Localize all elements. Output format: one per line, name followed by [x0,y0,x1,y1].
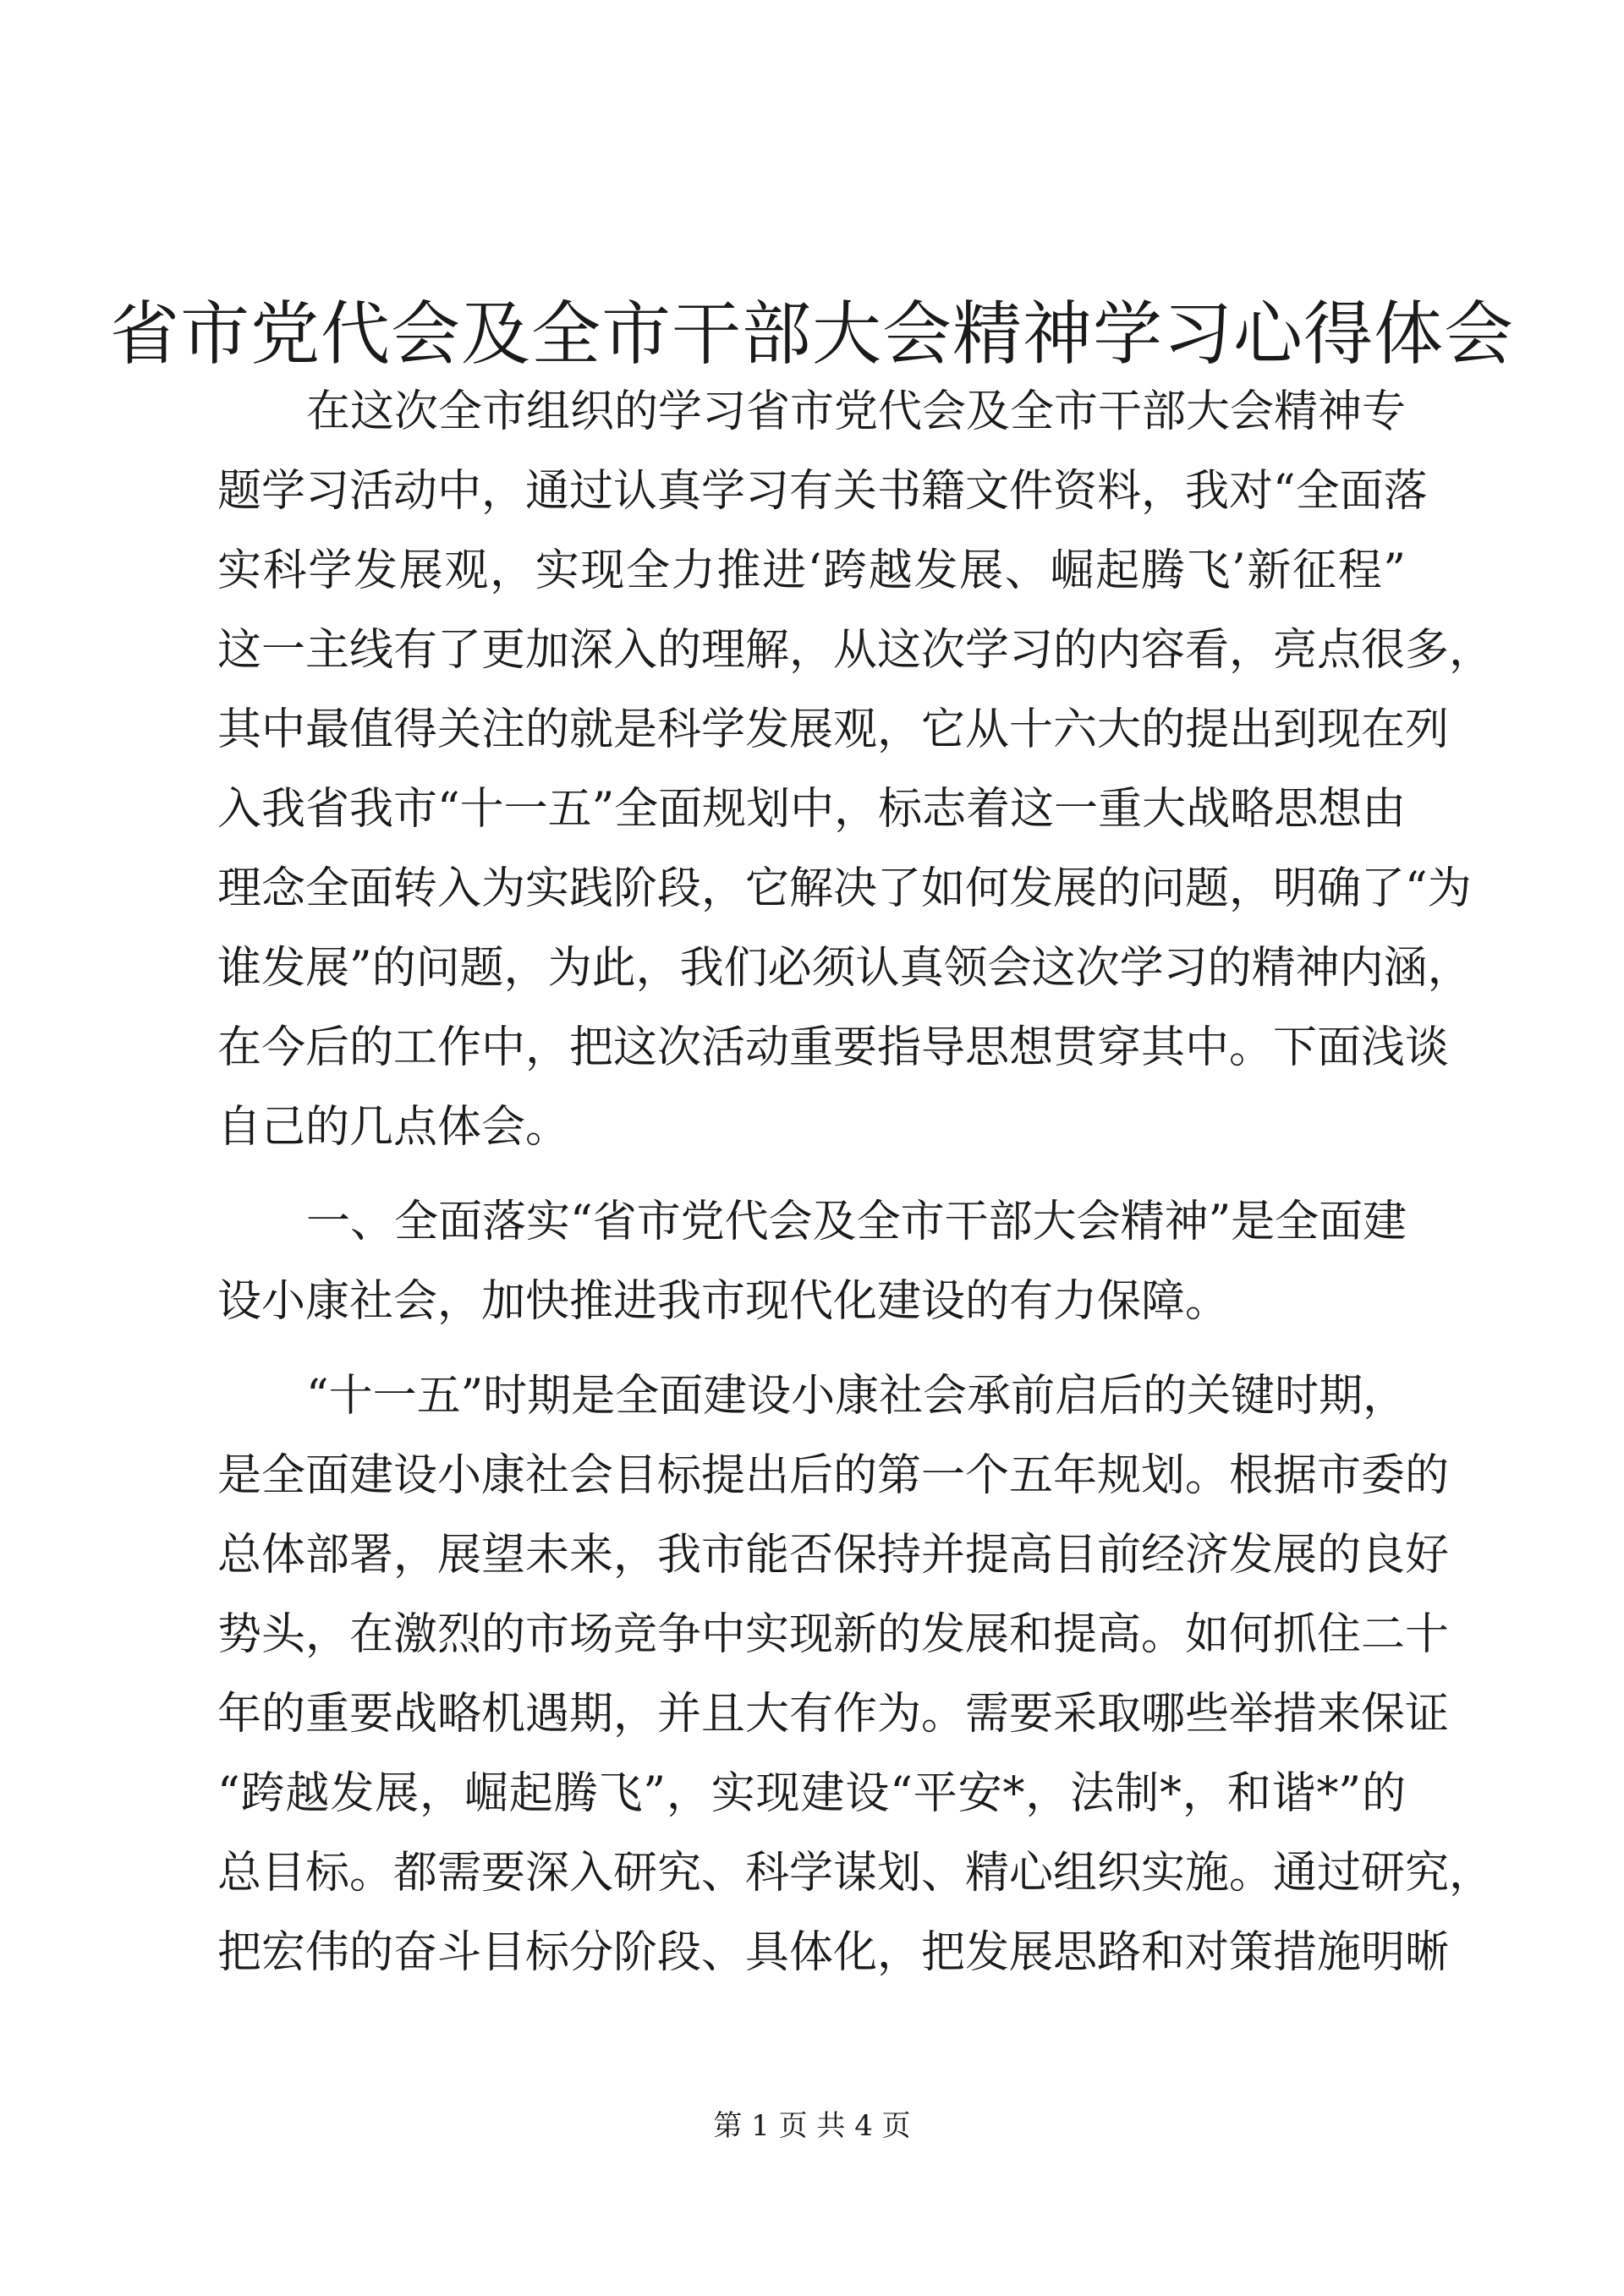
text-line: 在今后的工作中，把这次活动重要指导思想贯穿其中。下面浅谈 [217,1022,1450,1073]
document-title: 省市党代会及全市干部大会精神学习心得体会 [109,294,1514,375]
text-line: 这一主线有了更加深入的理解，从这次学习的内容看，亮点很多， [217,625,1494,676]
text-line: 实科学发展观，实现全力推进‘跨越发展、崛起腾飞’新征程” [217,545,1406,596]
text-line: 题学习活动中，通过认真学习有关书籍文件资料，我对“全面落 [217,466,1428,517]
text-line: 总体部署，展望未来，我市能否保持并提高目前经济发展的良好 [217,1530,1450,1581]
text-line: 理念全面转入为实践阶段，它解决了如何发展的问题，明确了“为 [217,863,1472,914]
text-line: 是全面建设小康社会目标提出后的第一个五年规划。根据市委的 [217,1450,1450,1501]
text-line: 设小康社会，加快推进我市现代化建设的有力保障。 [217,1276,1230,1327]
text-line: 年的重要战略机遇期，并且大有作为。需要采取哪些举措来保证 [217,1689,1450,1740]
page-indicator: 第 1 页 共 4 页 [713,2109,911,2143]
text-line: 总目标。都需要深入研究、科学谋划、精心组织实施。通过研究， [217,1848,1494,1899]
text-line: 谁发展”的问题，为此，我们必须认真领会这次学习的精神内涵， [217,943,1472,994]
text-line: 在这次全市组织的学习省市党代会及全市干部大会精神专 [306,386,1407,437]
text-line: 入我省我市“十一五”全面规划中，标志着这一重大战略思想由 [217,784,1407,835]
text-line: “跨越发展，崛起腾飞”，实现建设“平安*，法制*，和谐*”的 [217,1768,1406,1819]
text-line: 一、全面落实“省市党代会及全市干部大会精神”是全面建 [306,1197,1407,1247]
text-line: “十一五”时期是全面建设小康社会承前启后的关键时期， [306,1371,1407,1422]
text-line: 势头，在激烈的市场竞争中实现新的发展和提高。如何抓住二十 [217,1609,1450,1660]
text-line: 其中最值得关注的就是科学发展观，它从十六大的提出到现在列 [217,704,1450,755]
text-line: 把宏伟的奋斗目标分阶段、具体化，把发展思路和对策措施明晰 [217,1927,1450,1978]
text-line: 自己的几点体会。 [217,1102,570,1153]
